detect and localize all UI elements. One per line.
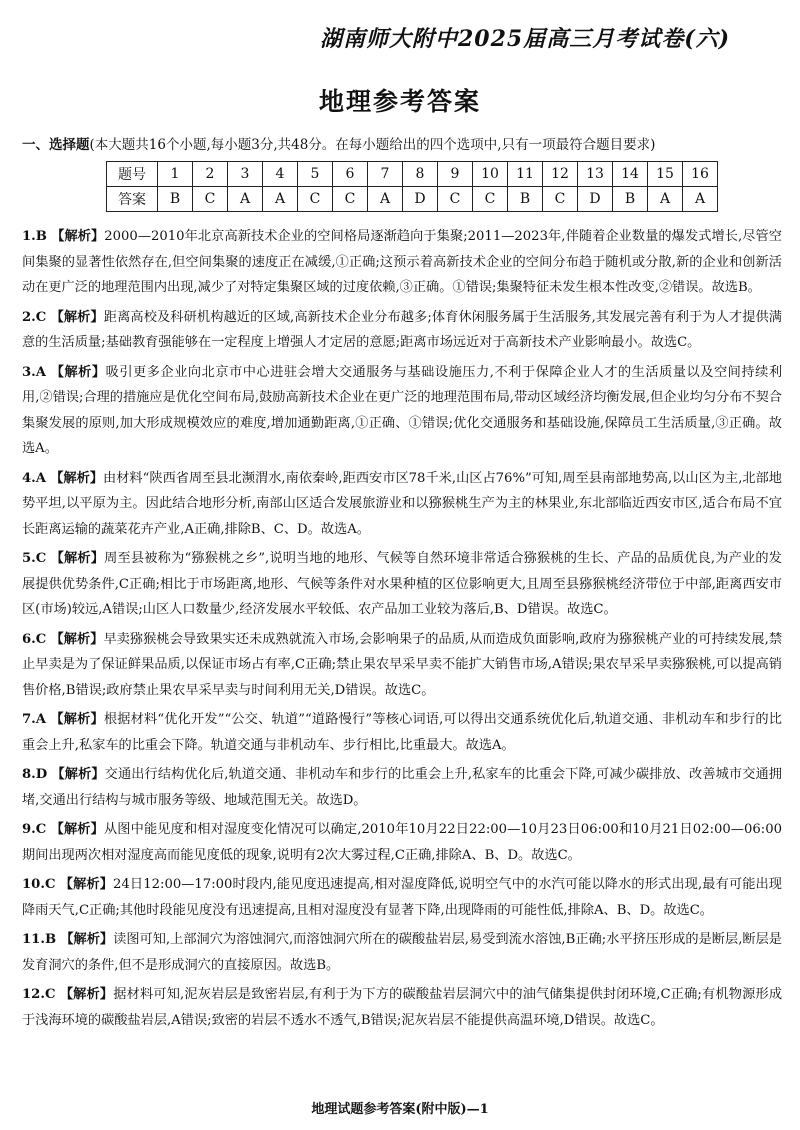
question-number-cell: 7	[368, 162, 403, 187]
item-number: 4.A	[22, 470, 46, 486]
item-text: 周至县被称为“猕猴桃之乡”,说明当地的地形、气候等自然环境非常适合猕猴桃的生长、产品的品质优良,为产业的发展提供优势条件,C正确;相比于市场距离,地形、气候等条件对水果种植的区位影响更大,且周至县猕猴桃经济带位于中部,距离西安市区(市场)较远,A错误;山区人口数量少,经济发展水平较低、农产品加工业较为落后,B、D错误。故选C。	[22, 551, 782, 617]
document-title: 地理参考答案	[318, 87, 481, 116]
explanation-item	[22, 762, 782, 813]
section-label: 一、选择题	[22, 137, 90, 153]
item-number: 1.B	[22, 229, 47, 244]
question-number-cell: 9	[438, 162, 473, 187]
item-text: 交通出行结构优化后,轨道交通、非机动车和步行的比重会上升,私家车的比重会下降,可减少碳排放、改善城市交通拥堵,交通出行结构与城市服务等级、地域范围无关。故选D。	[22, 767, 782, 808]
item-number: 5.C	[22, 551, 47, 566]
explanation-item	[22, 927, 782, 978]
question-number-cell: 1	[158, 162, 193, 187]
answer-table-number-row	[107, 162, 718, 187]
question-number-cell: 3	[228, 162, 263, 187]
answer-cell: A	[228, 187, 263, 212]
question-number-cell: 13	[578, 162, 613, 187]
item-number: 8.D	[22, 767, 48, 782]
question-number-cell: 5	[298, 162, 333, 187]
explanation-item	[22, 360, 782, 462]
item-text: 24日12:00—17:00时段内,能见度迅速提高,相对湿度降低,说明空气中的水汽可能以降水的形式出现,最有可能出现降雨天气,C正确;其他时段能见度没有迅速提高,且相对湿度没有显著下降,出现降雨的可能性低,排除A、B、D。故选C。	[22, 877, 782, 918]
question-number-cell: 12	[543, 162, 578, 187]
section-note: (本大题共16个小题,每小题3分,共48分。在每小题给出的四个选项中,只有一项最符合题目要求)	[89, 137, 656, 153]
answer-cell: A	[683, 187, 718, 212]
item-text: 早卖猕猴桃会导致果实还未成熟就流入市场,会影响果子的品质,从而造成负面影响,政府为猕猴桃产业的可持续发展,禁止早卖是为了保证鲜果品质,以保证市场占有率,C正确;禁止果农早采早卖不能扩大销售市场,A错误;果农早采早卖猕猴桃,可以提高销售价格,B错误;政府禁止果农早采早卖与时间利用无关,D错误。故选C。	[22, 631, 783, 698]
item-text: 根据材料“优化开发”“公交、轨道”“道路慢行”等核心词语,可以得出交通系统优化后,轨道交通、非机动车和步行的比重会上升,私家车的比重会下降。轨道交通与非机动车、步行相比,比重最大。故选A。	[22, 712, 782, 753]
analysis-tag: 【解析】	[50, 551, 105, 566]
analysis-tag: 【解析】	[59, 877, 114, 892]
answer-cell: A	[368, 187, 403, 212]
question-number-cell: 16	[683, 162, 718, 187]
analysis-tag: 【解析】	[50, 712, 104, 727]
item-text: 距离高校及科研机构越近的区域,高新技术企业分布越多;体育休闲服务属于生活服务,其发展完善有利于为人才提供满意的生活质量;基础教育强能够在一定程度上增强人才定居的意愿;距离市场远近对于高新技术产业影响最小。故选C。	[22, 309, 782, 350]
answer-cell: C	[193, 187, 228, 212]
answer-cell: C	[543, 187, 578, 212]
answer-table	[106, 161, 718, 212]
item-number: 6.C	[22, 631, 47, 647]
explanation-item	[22, 546, 782, 623]
answer-cell: A	[648, 187, 683, 212]
question-number-cell: 10	[473, 162, 508, 187]
answer-cell: C	[298, 187, 333, 212]
row-header-answer: 答案	[107, 187, 158, 212]
question-number-cell: 15	[648, 162, 683, 187]
question-number-cell: 6	[333, 162, 368, 187]
section-heading	[22, 133, 655, 153]
explanation-item	[22, 872, 782, 923]
answer-cell: C	[333, 187, 368, 212]
item-text: 吸引更多企业向北京市中心进驻会增大交通服务与基础设施压力,不利于保障企业人才的生活质量以及空间持续利用,②错误;合理的措施应是优化空间布局,鼓励高新技术企业在更广泛的地理范围布局,带动区域经济均衡发展,但企业均匀分布不契合集聚发展的原则,加大形成规模效应的难度,增加通勤距离,①正确、①错误;优化交通服务和基础设施,保障员工生活质量,③正确。故选A。	[22, 364, 783, 456]
answer-table-answer-row	[107, 187, 718, 212]
item-number: 12.C	[22, 987, 56, 1002]
answer-cell: B	[508, 187, 543, 212]
answer-cell: C	[473, 187, 508, 212]
explanation-item	[22, 982, 782, 1033]
item-number: 9.C	[22, 822, 47, 837]
analysis-tag: 【解析】	[50, 470, 104, 486]
exam-title: 湖南师大附中2025届高三月考试卷(六)	[320, 26, 731, 52]
item-number: 3.A	[22, 364, 46, 380]
analysis-tag: 【解析】	[51, 767, 105, 782]
explanation-item	[22, 817, 782, 868]
answer-cell: A	[263, 187, 298, 212]
explanation-item	[22, 707, 782, 758]
row-header-number: 题号	[107, 162, 158, 187]
analysis-tag: 【解析】	[50, 822, 104, 837]
item-text: 从图中能见度和相对湿度变化情况可以确定,2010年10月22日22:00—10月23日06:00和10月21日02:00—06:00期间出现两次相对湿度高而能见度低的现象,说明有2次大雾过程,C正确,排除A、B、D。故选C。	[22, 822, 782, 863]
explanation-item	[22, 224, 782, 301]
question-number-cell: 2	[193, 162, 228, 187]
question-number-cell: 14	[613, 162, 648, 187]
analysis-tag: 【解析】	[59, 987, 114, 1002]
answer-cell: D	[578, 187, 613, 212]
explanation-item	[22, 627, 782, 704]
answer-cell: B	[613, 187, 648, 212]
item-number: 10.C	[22, 877, 56, 892]
page-footer: 地理试题参考答案(附中版)—1	[311, 1102, 489, 1117]
item-text: 2000—2010年北京高新技术企业的空间格局逐渐趋向于集聚;2011—2023年,伴随着企业数量的爆发式增长,尽管空间集聚的显著性依然存在,但空间集聚的速度正在减缓,①正确;这预示着高新技术企业的空间分布趋于随机或分散,新的企业和创新活动在更广泛的地理范围内出现,减少了对特定集聚区域的过度依赖,③正确。①错误;集聚特征未发生根本性改变,②错误。故选B。	[22, 229, 782, 295]
item-number: 2.C	[22, 309, 47, 325]
item-text: 据材料可知,泥灰岩层是致密岩层,有利于为下方的碳酸盐岩层洞穴中的油气储集提供封闭环境,C正确;有机物源形成于浅海环境的碳酸盐岩层,A错误;致密的岩层不透水不透气,B错误;泥灰岩层不能提供高温环境,D错误。故选C。	[22, 987, 783, 1028]
analysis-tag: 【解析】	[51, 229, 105, 244]
analysis-tag: 【解析】	[50, 364, 106, 380]
question-number-cell: 11	[508, 162, 543, 187]
answer-cell: C	[438, 187, 473, 212]
question-number-cell: 4	[263, 162, 298, 187]
explanation-item	[22, 466, 782, 543]
explanation-list	[22, 224, 782, 1037]
item-number: 7.A	[22, 712, 46, 727]
analysis-tag: 【解析】	[50, 309, 104, 325]
analysis-tag: 【解析】	[50, 631, 104, 647]
answer-cell: D	[403, 187, 438, 212]
explanation-item	[22, 305, 782, 356]
item-text: 读图可知,上部洞穴为溶蚀洞穴,而溶蚀洞穴所在的碳酸盐岩层,易受到流水溶蚀,B正确;水平挤压形成的是断层,断层是发育洞穴的条件,但不是形成洞穴的直接原因。故选B。	[22, 932, 782, 973]
question-number-cell: 8	[403, 162, 438, 187]
answer-cell: B	[158, 187, 193, 212]
item-text: 由材料“陕西省周至县北濒渭水,南依秦岭,距西安市区78千米,山区占76%”可知,周至县南部地势高,以山区为主,北部地势平坦,以平原为主。因此结合地形分析,南部山区适合发展旅游业和以猕猴桃生产为主的林果业,东北部临近西安市区,适合布局不宜长距离运输的蔬菜花卉产业,A正确,排除B、C、D。故选A。	[22, 470, 782, 537]
analysis-tag: 【解析】	[60, 932, 114, 947]
item-number: 11.B	[22, 932, 57, 947]
